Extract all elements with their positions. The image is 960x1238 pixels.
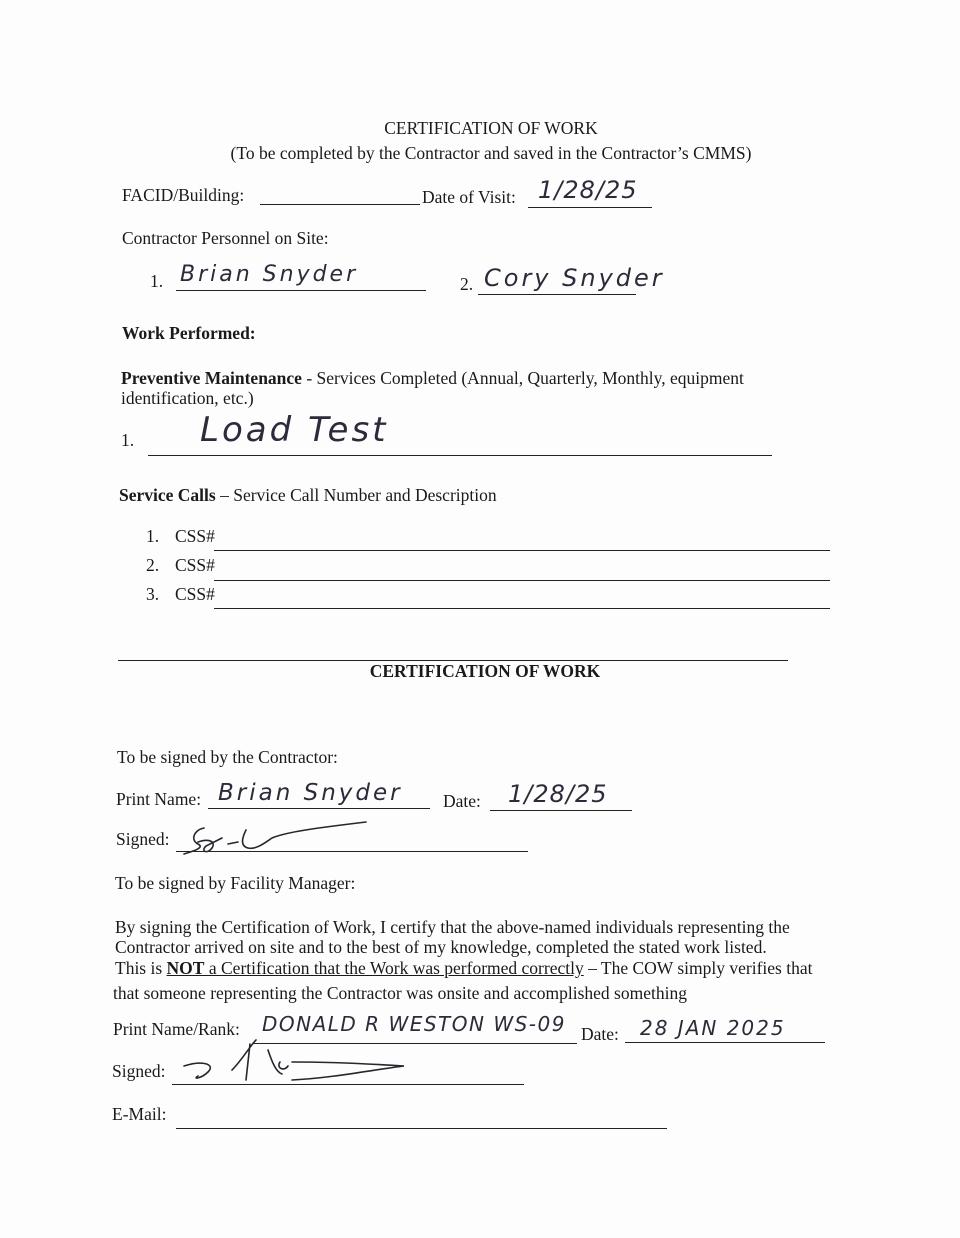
service-calls-label-bold: Service Calls xyxy=(119,485,216,505)
pm-label-bold: Preventive Maintenance xyxy=(121,368,302,388)
pm-label-line2: identification, etc.) xyxy=(121,388,254,408)
contractor-print-field[interactable] xyxy=(208,808,430,809)
statement-line-3 xyxy=(115,958,812,979)
service-call-2-label: CSS# xyxy=(175,555,215,575)
contractor-signed-label: Signed: xyxy=(116,829,170,849)
contractor-date-label: Date: xyxy=(443,791,481,811)
contractor-date-field[interactable] xyxy=(490,810,632,811)
fm-sign-label: To be signed by Facility Manager: xyxy=(115,873,356,893)
statement-line-1: By signing the Certification of Work, I certify that the above-named individuals representing the xyxy=(115,917,790,937)
contractor-date-value: 1/28/25 xyxy=(508,780,608,808)
fm-print-value: DONALD R WESTON WS-09 xyxy=(262,1012,566,1036)
personnel-2-name: Cory Snyder xyxy=(484,264,665,292)
statement-line-2: Contractor arrived on site and to the best of my knowledge, completed the stated work listed. xyxy=(115,937,767,957)
pm-label-rest: - Services Completed (Annual, Quarterly, Monthly, equipment xyxy=(301,368,744,388)
personnel-1-num: 1. xyxy=(150,271,164,291)
service-call-2-num: 2. xyxy=(146,555,160,575)
service-calls-label-rest: – Service Call Number and Description xyxy=(215,485,497,505)
personnel-label: Contractor Personnel on Site: xyxy=(122,228,329,248)
service-call-3-label: CSS# xyxy=(175,584,215,604)
fm-signature-image xyxy=(172,1036,422,1086)
personnel-1-name: Brian Snyder xyxy=(180,262,359,287)
statement-not: NOT xyxy=(166,958,205,978)
email-label: E-Mail: xyxy=(112,1104,167,1124)
form-subtitle: (To be completed by the Contractor and saved in the Contractor’s CMMS) xyxy=(230,143,752,163)
date-visit-field[interactable] xyxy=(528,207,652,208)
pm-item-1-value: Load Test xyxy=(200,410,389,450)
fm-print-label: Print Name/Rank: xyxy=(113,1019,240,1039)
fm-date-value: 28 JAN 2025 xyxy=(640,1016,786,1040)
contractor-print-label: Print Name: xyxy=(116,789,202,809)
personnel-2-field[interactable] xyxy=(478,294,636,295)
personnel-2-num: 2. xyxy=(460,274,474,294)
service-call-2-field[interactable] xyxy=(214,580,830,581)
statement-line-3-pre: This is xyxy=(115,958,167,978)
service-call-3-num: 3. xyxy=(146,584,160,604)
statement-line-3-underlined: a Certification that the Work was performed correctly xyxy=(204,958,584,978)
contractor-print-value: Brian Snyder xyxy=(218,780,403,806)
contractor-signature-image xyxy=(176,818,376,862)
cert-heading: CERTIFICATION OF WORK xyxy=(369,661,601,681)
email-field[interactable] xyxy=(176,1128,667,1129)
service-call-1-field[interactable] xyxy=(214,550,830,551)
fm-date-field[interactable] xyxy=(625,1042,825,1043)
service-calls-label xyxy=(119,485,497,506)
statement-line-4: that someone representing the Contractor was onsite and accomplished something xyxy=(113,983,687,1003)
statement-line-3-post: – The COW simply verifies that xyxy=(583,958,813,978)
form-title: CERTIFICATION OF WORK xyxy=(384,118,598,138)
service-call-1-num: 1. xyxy=(146,526,160,546)
pm-item-1-num: 1. xyxy=(121,430,135,450)
service-call-1-label: CSS# xyxy=(175,526,215,546)
pm-label xyxy=(121,368,744,389)
work-performed-label: Work Performed: xyxy=(122,323,256,343)
fm-signed-label: Signed: xyxy=(112,1061,166,1081)
facid-field[interactable] xyxy=(260,204,420,205)
service-call-3-field[interactable] xyxy=(214,608,830,609)
date-visit-value: 1/28/25 xyxy=(538,176,638,204)
pm-item-1-field[interactable] xyxy=(148,455,772,456)
fm-date-label: Date: xyxy=(581,1024,619,1044)
facid-label: FACID/Building: xyxy=(122,185,245,205)
personnel-1-field[interactable] xyxy=(176,290,426,291)
contractor-sign-label: To be signed by the Contractor: xyxy=(117,747,338,767)
date-visit-label: Date of Visit: xyxy=(422,187,516,207)
